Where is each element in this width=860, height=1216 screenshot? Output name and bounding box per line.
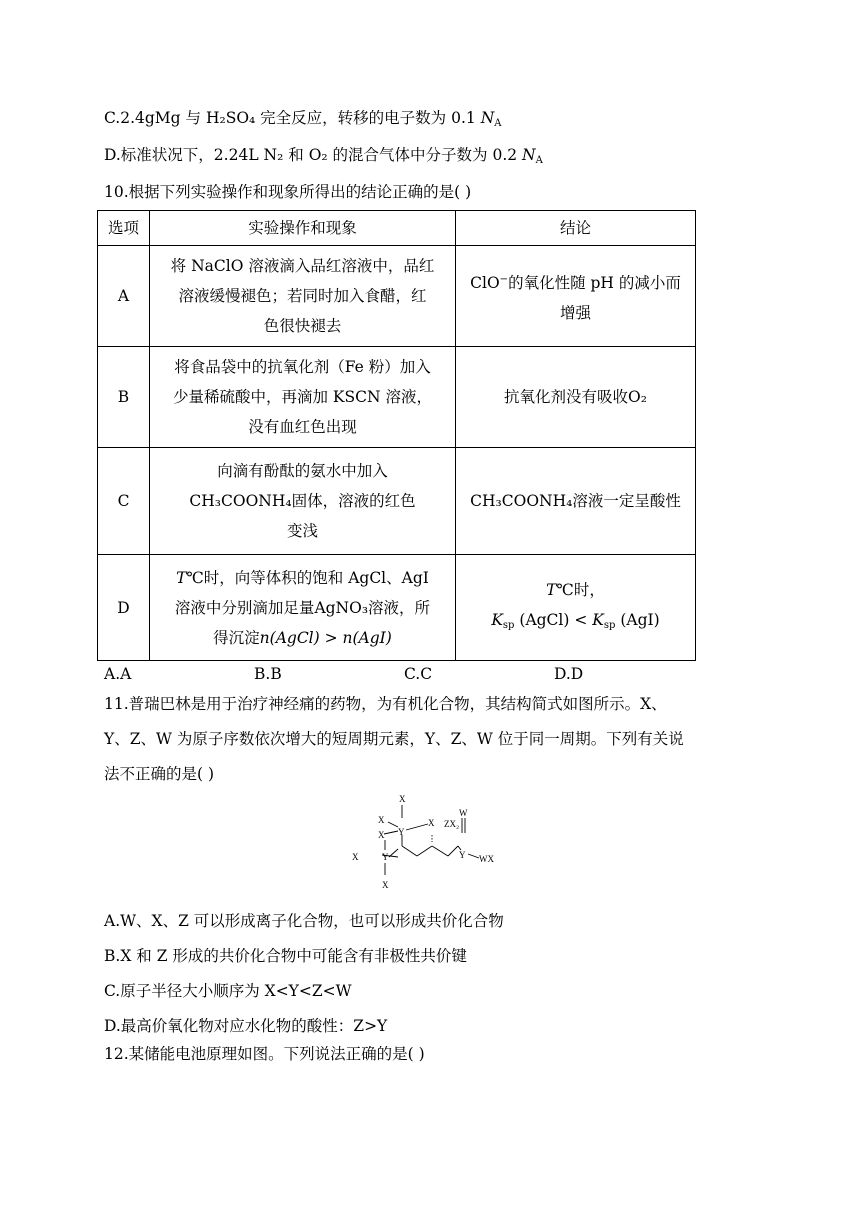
label-x: X (399, 794, 406, 804)
table-row (98, 448, 696, 555)
header-operation: 实验操作和现象 (150, 211, 456, 246)
label-w: W (459, 808, 468, 818)
header-conclusion: 结论 (456, 211, 696, 246)
row-operation: T℃时，向等体积的饱和 AgCl、AgI 溶液中分别滴加足量AgNO₃溶液，所 得沉淀n(AgCl) > n(AgI) (150, 555, 456, 661)
header-option: 选项 (98, 211, 150, 246)
label-x: X (378, 815, 385, 825)
q10-stem: 10.根据下列实验操作和现象所得出的结论正确的是( ) (104, 183, 472, 201)
row-conclusion: T℃时， $K_{sp}$ (AgCl) < $K_{sp}$ (AgI) (456, 555, 696, 661)
label-x: X (428, 818, 435, 828)
q9-option-d: D.标准状况下，2.24L N₂ 和 O₂ 的混合气体中分子数为 0.2 $N_A$ (104, 146, 543, 166)
label-y: Y (398, 827, 405, 837)
row-option: A (98, 246, 150, 347)
answer-a: A.A (104, 665, 132, 683)
label-wx: WX (479, 854, 494, 864)
row-conclusion: 抗氧化剂没有吸收O₂ (456, 347, 696, 448)
row-operation: 将 NaClO 溶液滴入品红溶液中，品红 溶液缓慢褪色；若同时加入食醋，红 色很快褪去 (150, 246, 456, 347)
table-header-row (98, 211, 696, 246)
answer-c: C.C (404, 665, 433, 683)
q11-option-d: D.最高价氧化物对应水化物的酸性：Z>Y (104, 1017, 388, 1035)
q10-table (97, 210, 696, 661)
q11-option-b: B.X 和 Z 形成的共价化合物中可能含有非极性共价键 (104, 947, 467, 965)
h2so4-formula: H₂SO₄ (205, 109, 256, 127)
answer-b: B.B (254, 665, 282, 683)
row-option: B (98, 347, 150, 448)
row-operation: 将食品袋中的抗氧化剂（Fe 粉）加入 少量稀硫酸中，再滴加 KSCN 溶液， 没有血红色出现 (150, 347, 456, 448)
row-option: D (98, 555, 150, 661)
table-row (98, 347, 696, 448)
structure-diagram (340, 790, 510, 895)
q11-option-c: C.原子半径大小顺序为 X<Y<Z<W (104, 982, 352, 1000)
q11-stem: 11.普瑞巴林是用于治疗神经痛的药物，为有机化合物，其结构简式如图所示。X、 Y、Z、W 为原子序数依次增大的短周期元素，Y、Z、W 位于同一周期。下列有关说 法不正确的是( ) (104, 695, 684, 783)
answer-d: D.D (554, 665, 584, 683)
q12-stem: 12.某储能电池原理如图。下列说法正确的是( ) (104, 1045, 425, 1063)
row-conclusion: CH₃COONH₄溶液一定呈酸性 (456, 448, 696, 555)
row-conclusion: ClO−的氧化性随 pH 的减小而 增强 (456, 246, 696, 347)
q9-option-c: C.2.4gMg 与 H₂SO₄ 完全反应，转移的电子数为 0.1 $N_A$ (104, 109, 502, 129)
table-row (98, 246, 696, 347)
label-zx2: ZX₂ (444, 819, 460, 829)
label-y: Y (459, 850, 466, 860)
label-x: X (378, 830, 385, 840)
table-row (98, 555, 696, 661)
q11-options (104, 904, 749, 1044)
row-option: C (98, 448, 150, 555)
label-x: X (382, 880, 389, 890)
row-operation: 向滴有酚酞的氨水中加入 CH₃COONH₄固体，溶液的红色 变浅 (150, 448, 456, 555)
label-x: X (352, 852, 359, 862)
label-y: Y (382, 852, 389, 862)
q11-option-a: A.W、X、Z 可以形成离子化合物，也可以形成共价化合物 (104, 912, 504, 930)
